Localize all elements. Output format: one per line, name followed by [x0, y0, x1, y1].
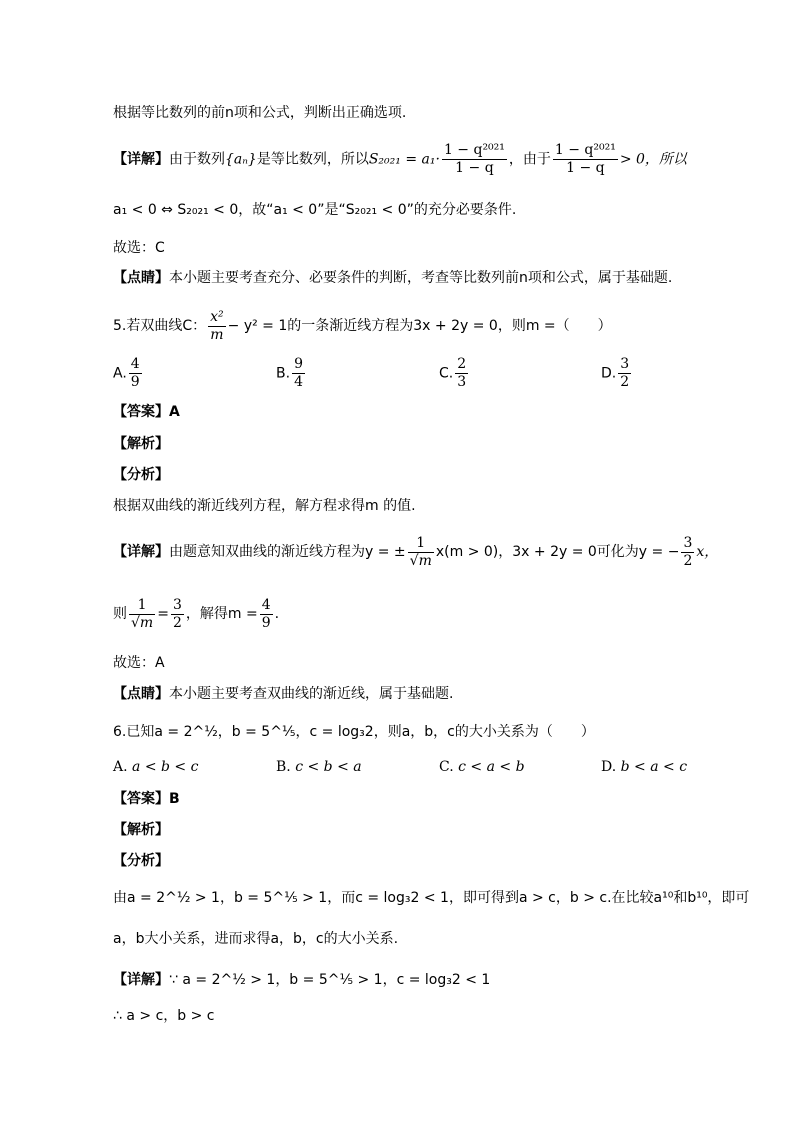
q6-option-a[interactable]: A. a < b < c	[113, 759, 199, 775]
q6-fenxi-line2: a，b大小关系，进而求得a，b，c的大小关系.	[113, 931, 399, 947]
q5-detail-line2: 则 $\frac{1}{√m}$ = $\frac{3}{2}$ ，解得m = $\frac{4}{9}$ .	[113, 596, 280, 631]
q4-analysis-intro: 根据等比数列的前n项和公式，判断出正确选项.	[113, 105, 407, 121]
q6-detail-line1: 【详解】∵ a = 2^½ > 1，b = 5^⅕ > 1，c = log₃2 < 1	[113, 972, 491, 988]
q5-stem: 5.若双曲线C： $\frac{\text{x²}}{m}$ − y² = 1的一条渐近线方程为3x + 2y = 0，则m =（ ）	[113, 308, 612, 343]
q4-final-answer: 故选：C	[113, 240, 165, 256]
q5-detail-line1: 【详解】由题意知双曲线的渐近线方程为y = ± $\frac{1}{√m}$ x(m > 0)，3x + 2y = 0可化为y = − $\frac{3}{2}$ x，	[113, 534, 719, 569]
q6-detail-line2: ∴ a > c，b > c	[113, 1008, 215, 1024]
q5-option-c[interactable]: C. $\frac{2}{3}$	[439, 356, 467, 390]
q4-detail-line2: a₁ < 0 ⇔ S₂₀₂₁ < 0，故“a₁ < 0”是“S₂₀₂₁ < 0”的充分必要条件.	[113, 202, 517, 218]
q4-fraction-1: $\frac{\text{1 − q²⁰²¹}}{1 - q}$	[443, 142, 505, 176]
q4-comment: 【点睛】本小题主要考查充分、必要条件的判断，考查等比数列前n项和公式，属于基础题.	[113, 270, 673, 286]
q5-fenxi-text: 根据双曲线的渐近线列方程，解方程求得m 的值.	[113, 498, 416, 514]
q6-option-c[interactable]: C. c < a < b	[439, 759, 525, 775]
q5-option-d[interactable]: D. $\frac{3}{2}$	[601, 356, 630, 390]
q6-fenxi-line1: 由a = 2^½ > 1，b = 5^⅕ > 1，而c = log₃2 < 1，即可得到a > c，b > c.在比较a¹⁰和b¹⁰，即可	[113, 890, 750, 906]
q5-analysis-heading: 【解析】	[113, 436, 169, 452]
q6-option-d[interactable]: D. b < a < c	[601, 759, 688, 775]
detail-tag: 【详解】	[113, 151, 169, 168]
q5-option-a[interactable]: A. $\frac{4}{9}$	[113, 356, 140, 390]
q5-comment: 【点睛】本小题主要考查双曲线的渐近线，属于基础题.	[113, 686, 454, 702]
q6-fenxi-heading: 【分析】	[113, 853, 169, 869]
q6-answer: 【答案】B	[113, 791, 180, 807]
q6-option-b[interactable]: B. c < b < a	[276, 759, 362, 775]
q6-stem: 6.已知a = 2^½，b = 5^⅕，c = log₃2，则a，b，c的大小关系为（ ）	[113, 724, 595, 740]
q5-fenxi-heading: 【分析】	[113, 467, 169, 483]
q6-analysis-heading: 【解析】	[113, 822, 169, 838]
q5-stem-fraction: $\frac{\text{x²}}{m}$	[210, 308, 224, 343]
q4-detail-line1: 【详解】由于数列{aₙ}是等比数列，所以S₂₀₂₁ = a₁· $\frac{\text{1 − q²⁰²¹}}{1 - q}$ ，由于 $\frac{\text{1 − q²⁰²¹}}{1 - q}$ > 0，所以	[113, 142, 687, 176]
q5-option-b[interactable]: B. $\frac{9}{4}$	[276, 356, 303, 390]
q4-fraction-2: $\frac{\text{1 − q²⁰²¹}}{1 - q}$	[554, 142, 616, 176]
q5-final-answer: 故选：A	[113, 655, 165, 671]
q5-answer: 【答案】A	[113, 404, 180, 420]
